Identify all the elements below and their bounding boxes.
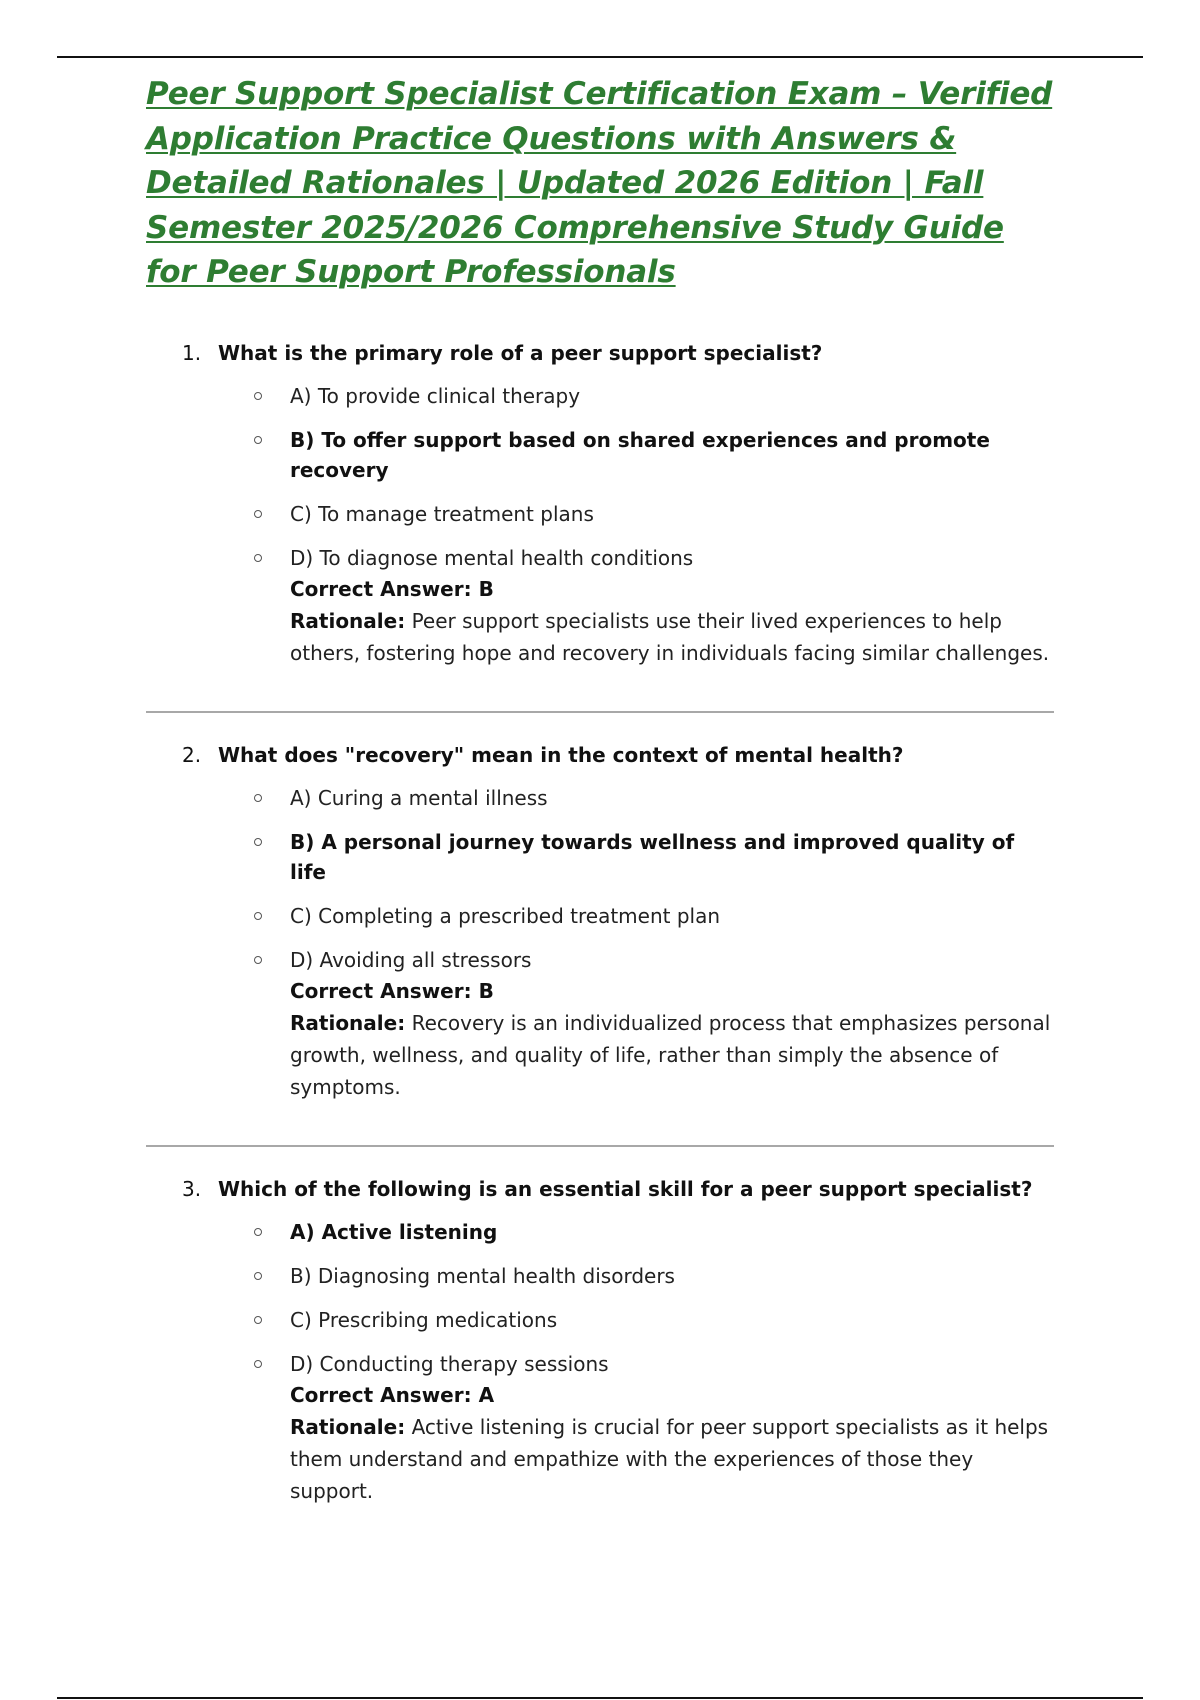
rationale-label: Rationale:	[290, 608, 406, 633]
question-number: 1.	[182, 340, 202, 365]
option-text: C) Prescribing medications	[290, 1307, 558, 1332]
option-text: B) Diagnosing mental health disorders	[290, 1263, 675, 1288]
option-text: A) Active listening	[290, 1219, 498, 1244]
document-body	[146, 72, 1056, 1507]
correct-answer	[146, 1379, 1056, 1411]
circle-bullet-icon	[254, 510, 262, 518]
rationale-label: Rationale:	[290, 1010, 406, 1035]
question-number: 2.	[182, 742, 202, 767]
rationale	[146, 605, 1056, 669]
option-text: B) A personal journey towards wellness and improved quality of life	[290, 829, 1015, 884]
option-text: C) To manage treatment plans	[290, 501, 594, 526]
option-a	[146, 1217, 1056, 1247]
question-1	[146, 339, 1056, 669]
question-3	[146, 1175, 1056, 1507]
option-c	[146, 901, 1056, 931]
rationale-text: Recovery is an individualized process that emphasizes personal growth, wellness, and quality of life, rather than simply the absence of symptoms.	[290, 1010, 1051, 1099]
option-text: A) To provide clinical therapy	[290, 383, 581, 408]
option-a	[146, 381, 1056, 411]
option-a	[146, 783, 1056, 813]
correct-answer-label: Correct Answer: B	[290, 576, 494, 601]
circle-bullet-icon	[254, 554, 262, 562]
question-text	[146, 339, 1056, 367]
circle-bullet-icon	[254, 794, 262, 802]
circle-bullet-icon	[254, 1316, 262, 1324]
circle-bullet-icon	[254, 392, 262, 400]
rationale-text: Peer support specialists use their lived experiences to help others, fostering hope and recovery in individuals facing similar challenges.	[290, 608, 1050, 665]
option-d	[146, 543, 1056, 573]
option-text: A) Curing a mental illness	[290, 785, 548, 810]
option-c	[146, 1305, 1056, 1335]
rationale	[146, 1007, 1056, 1103]
question-2	[146, 741, 1056, 1103]
correct-answer	[146, 975, 1056, 1007]
option-d	[146, 1349, 1056, 1379]
circle-bullet-icon	[254, 436, 262, 444]
option-b	[146, 425, 1056, 485]
document-title: Peer Support Specialist Certification Exam – Verified Application Practice Questions with Answers & Detailed Rationales | Updated 2026 Edition | Fall Semester 2025/2026 Comprehensive Study Guide for Peer Support Professionals	[146, 76, 1053, 290]
circle-bullet-icon	[254, 956, 262, 964]
option-list	[146, 381, 1056, 573]
circle-bullet-icon	[254, 1360, 262, 1368]
circle-bullet-icon	[254, 838, 262, 846]
section-divider	[146, 1145, 1054, 1147]
rationale	[146, 1411, 1056, 1507]
correct-answer-label: Correct Answer: B	[290, 978, 494, 1003]
option-b	[146, 827, 1056, 887]
option-text: C) Completing a prescribed treatment plan	[290, 903, 721, 928]
rationale-text: Active listening is crucial for peer support specialists as it helps them understand and empathize with the experiences of those they support.	[290, 1414, 1049, 1503]
question-text	[146, 1175, 1056, 1203]
top-rule	[57, 56, 1143, 58]
question-text	[146, 741, 1056, 769]
circle-bullet-icon	[254, 912, 262, 920]
option-d	[146, 945, 1056, 975]
option-b	[146, 1261, 1056, 1291]
option-list	[146, 783, 1056, 975]
section-divider	[146, 711, 1054, 713]
question-prompt: What does "recovery" mean in the context of mental health?	[218, 742, 904, 767]
rationale-label: Rationale:	[290, 1414, 406, 1439]
circle-bullet-icon	[254, 1228, 262, 1236]
option-c	[146, 499, 1056, 529]
bottom-rule	[57, 1697, 1143, 1699]
option-text: B) To offer support based on shared experiences and promote recovery	[290, 427, 990, 482]
question-prompt: What is the primary role of a peer support specialist?	[218, 340, 823, 365]
option-text: D) Conducting therapy sessions	[290, 1351, 609, 1376]
option-list	[146, 1217, 1056, 1379]
option-text: D) Avoiding all stressors	[290, 947, 532, 972]
option-text: D) To diagnose mental health conditions	[290, 545, 694, 570]
question-number: 3.	[182, 1176, 202, 1201]
correct-answer	[146, 573, 1056, 605]
correct-answer-label: Correct Answer: A	[290, 1382, 495, 1407]
question-prompt: Which of the following is an essential skill for a peer support specialist?	[218, 1176, 1033, 1201]
circle-bullet-icon	[254, 1272, 262, 1280]
